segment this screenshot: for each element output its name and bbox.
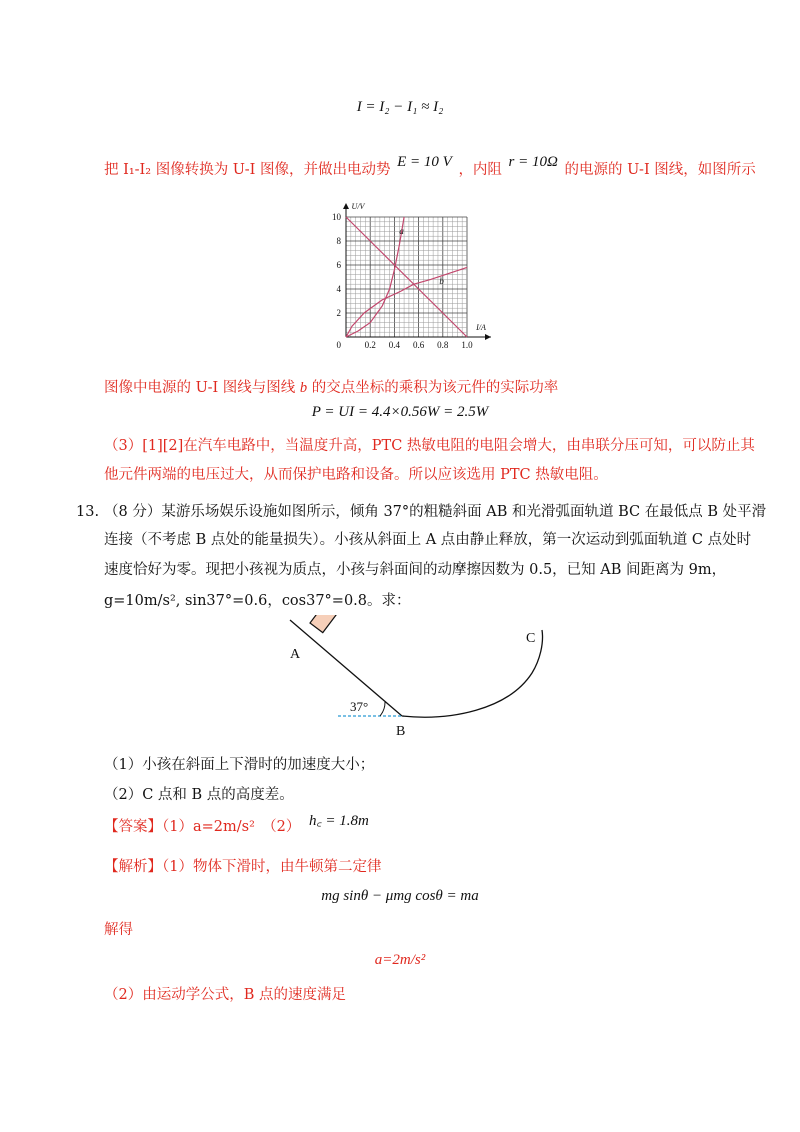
part2-text: （2）由运动学公式，B 点的速度满足 <box>104 987 346 1003</box>
analysis-tag: 【解析】 <box>104 859 162 875</box>
curve-label-b: b <box>439 276 444 287</box>
slope-diagram <box>280 615 560 745</box>
chart-series <box>346 217 467 337</box>
equation-newton: mg sinθ − μmg cosθ = ma <box>321 888 479 904</box>
intersect-curve-b: b <box>299 380 308 396</box>
analysis-line <box>104 857 381 877</box>
part3-line1: （3）[1][2]在汽车电路中，当温度升高，PTC 热敏电阻的电阻会增大，由串联分压可知，可以防止其 <box>104 438 755 454</box>
convert-text-b: ，内阻 <box>458 162 502 178</box>
ui-chart <box>318 192 498 352</box>
answer-text: （1）a=2m/s² （2） <box>162 819 301 835</box>
label-a: A <box>290 647 301 662</box>
y-tick-label: 4 <box>336 284 341 294</box>
label-angle: 37° <box>350 699 369 714</box>
x-tick-label: 1.0 <box>461 340 473 350</box>
sub-question-1: （1）小孩在斜面上下滑时的加速度大小； <box>104 757 375 773</box>
angle-arc <box>380 701 385 716</box>
y-tick-label: 10 <box>332 212 341 222</box>
answer-tag: 【答案】 <box>104 819 162 835</box>
resistance-equation: r = 10Ω <box>508 154 558 170</box>
y-tick-label: 2 <box>336 308 341 318</box>
q13-line4: g=10m/s², sin37°=0.6，cos37°=0.8。求： <box>104 593 411 609</box>
q13-line1: （8 分）某游乐场娱乐设施如图所示，倾角 37°的粗糙斜面 AB 和光滑弧面轨道 BC 在最低点 B 处平滑 <box>104 504 767 520</box>
intersect-text-a: 图像中电源的 U-I 图线与图线 <box>104 380 300 396</box>
sub-question-2: （2）C 点和 B 点的高度差。 <box>104 787 294 803</box>
y-tick-label: 6 <box>336 260 341 270</box>
equation-acceleration: a=2m/s² <box>374 952 426 968</box>
solve-word: 解得 <box>104 922 133 938</box>
q13-line3: 速度恰好为零。现把小孩视为质点，小孩与斜面间的动摩擦因数为 0.5，已知 AB 间距离为 9m， <box>104 562 727 578</box>
convert-paragraph <box>104 154 756 180</box>
y-axis-label: U/V <box>351 202 365 211</box>
label-c: C <box>526 631 536 646</box>
q13-line2: 连接（不考虑 B 点处的能量损失）。小孩从斜面上 A 点由静止释放，第一次运动到弧面轨道 C 点处时 <box>104 532 752 548</box>
label-b: B <box>396 724 406 739</box>
x-axis-arrow <box>485 334 491 340</box>
answer-hc: h꜀ = 1.8m <box>308 813 369 829</box>
series-line-source <box>346 217 467 337</box>
convert-text-a: 把 I₁-I₂ 图像转换为 U-I 图像，并做出电动势 <box>104 162 391 178</box>
child-block <box>310 615 336 633</box>
intersect-paragraph <box>104 378 558 398</box>
convert-text-c: 的电源的 U-I 图线，如图所示 <box>564 162 756 178</box>
x-tick-label: 0.4 <box>388 340 401 350</box>
x-tick-label: 0.6 <box>412 340 425 350</box>
x-tick-label: 0.2 <box>364 340 376 350</box>
equation-current: I = I₂ − I₁ ≈ I₂ <box>356 99 444 115</box>
curve-label-a: a <box>399 225 404 236</box>
part3-line2: 他元件两端的电压过大，从而保护电路和设备。所以应该选用 PTC 热敏电阻。 <box>104 467 608 483</box>
q13-number: 13. <box>76 504 100 520</box>
x-tick-label: 0.8 <box>437 340 449 350</box>
y-tick-label: 8 <box>336 236 341 246</box>
equation-power: P = UI = 4.4×0.56W = 2.5W <box>311 404 489 420</box>
analysis-text: （1）物体下滑时，由牛顿第二定律 <box>162 859 382 875</box>
intersect-text-c: 的交点坐标的乘积为该元件的实际功率 <box>307 380 559 396</box>
x-axis-label: I/A <box>476 323 486 332</box>
emf-equation: E = 10 V <box>397 154 452 170</box>
answer-line <box>104 813 369 837</box>
y-axis-arrow <box>343 203 349 209</box>
arc-track <box>402 630 543 717</box>
origin-label: 0 <box>336 340 341 350</box>
